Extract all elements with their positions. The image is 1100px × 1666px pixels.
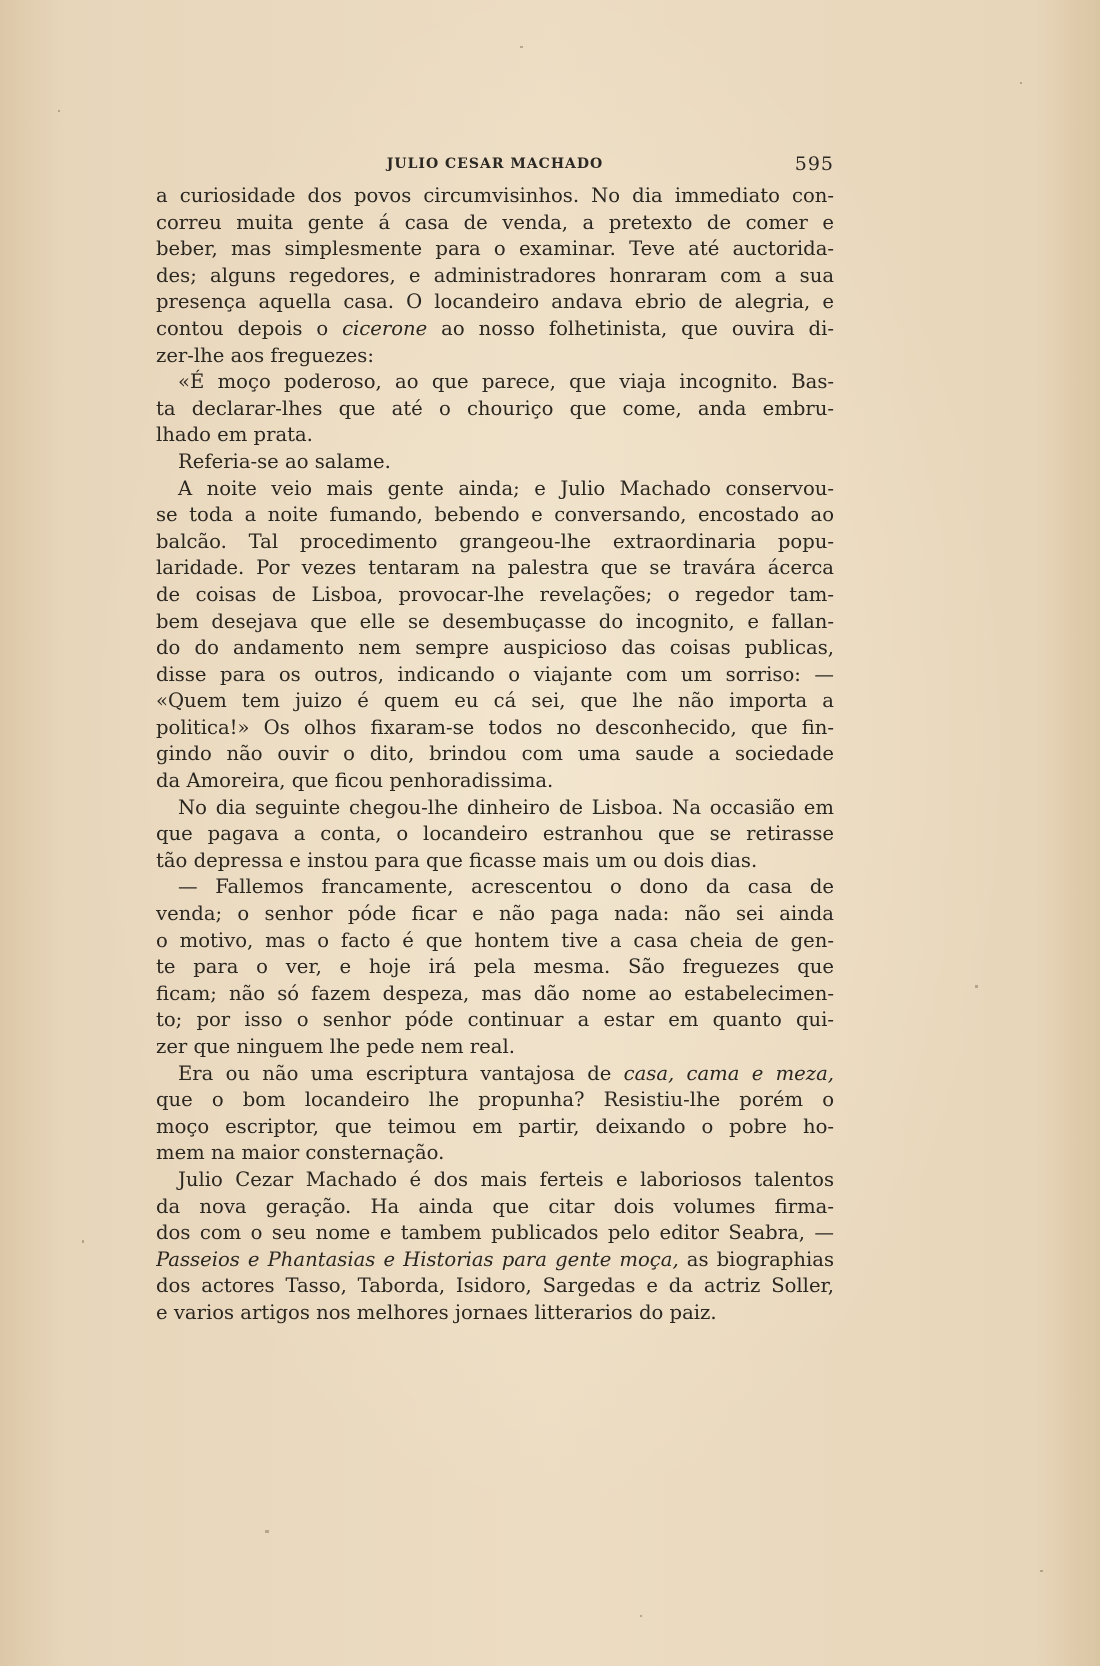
running-title: JULIO CESAR MACHADO — [386, 156, 604, 172]
text-line: beber, mas simplesmente para o examinar. Teve até auctorida- — [156, 237, 834, 261]
paper-speck — [975, 985, 978, 988]
text-line: lhado em prata. — [156, 423, 313, 447]
text-line: politica!» Os olhos fixaram-se todos no desconhecido, que fin- — [156, 715, 834, 739]
text-line: bem desejava que elle se desembuçasse do incognito, e fallan- — [156, 609, 834, 633]
text-line: disse para os outros, indicando o viajante com um sorriso: — — [156, 662, 834, 686]
italic-phrase: casa, cama e meza, — [623, 1061, 834, 1085]
paper-speck — [520, 46, 523, 48]
text-line: balcão. Tal procedimento grangeou-lhe extraordinaria popu- — [156, 529, 834, 553]
body-text — [156, 183, 834, 1327]
paper-speck — [82, 1240, 84, 1243]
text-line — [156, 1247, 834, 1274]
text-line — [156, 316, 834, 343]
text-line: presença aquella casa. O locandeiro andava ebrio de alegria, e — [156, 290, 834, 314]
text-line: Referia-se ao salame. — [178, 449, 391, 473]
text-line: ta declarar-lhes que até o chouriço que come, anda embru- — [156, 396, 834, 420]
text-line: des; alguns regedores, e administradores honraram com a sua — [156, 263, 834, 287]
text-line: que o bom locandeiro lhe propunha? Resistiu-lhe porém o — [156, 1088, 834, 1112]
text-segment: as biographias — [678, 1247, 834, 1271]
text-line: da Amoreira, que ficou penhoradissima. — [156, 769, 554, 793]
paper-speck — [640, 1615, 642, 1617]
text-line: moço escriptor, que teimou em partir, deixando o pobre ho- — [156, 1114, 834, 1138]
text-segment: contou depois o — [156, 316, 343, 340]
text-line: zer-lhe aos freguezes: — [156, 343, 374, 367]
text-line: se toda a noite fumando, bebendo e conversando, encostado ao — [156, 503, 834, 527]
text-line: tão depressa e instou para que ficasse mais um ou dois dias. — [156, 848, 758, 872]
text-line: correu muita gente á casa de venda, a pretexto de comer e — [156, 210, 834, 234]
text-line: Julio Cezar Machado é dos mais ferteis e laboriosos talentos — [178, 1167, 834, 1191]
paper-speck — [1040, 1570, 1043, 1572]
text-line: A noite veio mais gente ainda; e Julio Machado conservou- — [178, 476, 834, 500]
text-line: te para o ver, e hoje irá pela mesma. São freguezes que — [156, 955, 834, 979]
italic-phrase: Passeios e Phantasias e Historias para gente moça, — [156, 1247, 679, 1271]
text-line: que pagava a conta, o locandeiro estranhou que se retirasse — [156, 822, 834, 846]
text-line: mem na maior consternação. — [156, 1141, 445, 1165]
text-line: o motivo, mas o facto é que hontem tive a casa cheia de gen- — [156, 928, 834, 952]
text-line: «Quem tem juizo é quem eu cá sei, que lhe não importa a — [156, 689, 834, 713]
text-line: gindo não ouvir o dito, brindou com uma saude a sociedade — [156, 742, 834, 766]
page-number: 595 — [794, 153, 834, 175]
running-head — [156, 153, 834, 180]
text-line: do do andamento nem sempre auspicioso das coisas publicas, — [156, 636, 834, 660]
text-line: No dia seguinte chegou-lhe dinheiro de Lisboa. Na occasião em — [178, 795, 834, 819]
text-line: e varios artigos nos melhores jornaes litterarios do paiz. — [156, 1300, 717, 1324]
text-line: laridade. Por vezes tentaram na palestra que se travára ácerca — [156, 556, 834, 580]
text-line: venda; o senhor póde ficar e não paga nada: não sei ainda — [156, 902, 834, 926]
text-line: a curiosidade dos povos circumvisinhos. No dia immediato con- — [156, 184, 834, 207]
text-line: da nova geração. Ha ainda que citar dois volumes firma- — [156, 1194, 834, 1218]
text-line: dos actores Tasso, Taborda, Isidoro, Sargedas e da actriz Soller, — [156, 1274, 834, 1298]
paper-speck — [265, 1530, 269, 1533]
paper-speck — [1020, 82, 1022, 84]
text-line: — Fallemos francamente, acrescentou o dono da casa de — [178, 875, 834, 899]
text-segment: ao nosso folhetinista, que ouvira di- — [427, 316, 834, 340]
text-line: to; por isso o senhor póde continuar a estar em quanto qui- — [156, 1008, 834, 1032]
text-line: de coisas de Lisboa, provocar-lhe revelações; o regedor tam- — [156, 582, 834, 606]
text-line: «É moço poderoso, ao que parece, que viaja incognito. Bas- — [178, 370, 834, 394]
text-line — [156, 1061, 834, 1088]
paper-speck — [58, 110, 60, 112]
italic-phrase: cicerone — [342, 316, 428, 340]
text-line: ficam; não só fazem despeza, mas dão nome ao estabelecimen- — [156, 981, 834, 1005]
text-segment: Era ou não uma escriptura vantajosa de — [178, 1061, 624, 1085]
text-line: zer que ninguem lhe pede nem real. — [156, 1035, 515, 1058]
text-line: dos com o seu nome e tambem publicados pelo editor Seabra, — — [156, 1221, 834, 1245]
